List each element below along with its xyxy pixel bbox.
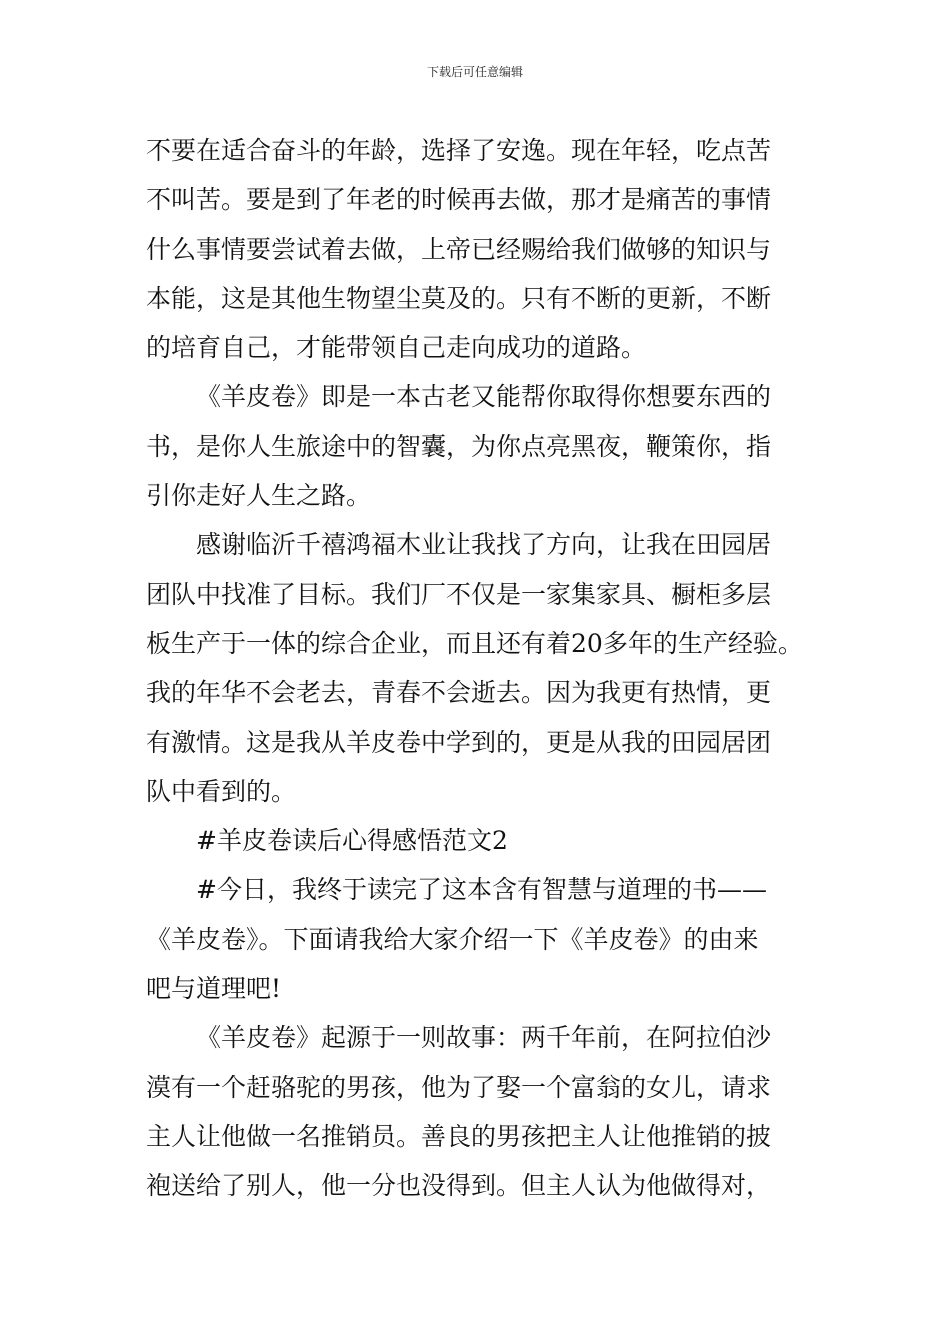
document-line: 漠有一个赶骆驼的男孩，他为了娶一个富翁的女儿，请求 <box>146 1072 772 1102</box>
header-note: 下载后可任意编辑 <box>426 65 523 79</box>
document-line: #羊皮卷读后心得感悟范文2 <box>196 826 508 856</box>
document-line: 的培育自己，才能带领自己走向成功的道路。 <box>146 333 647 363</box>
document-line: 感谢临沂千禧鸿福木业让我找了方向，让我在田园居 <box>196 530 772 560</box>
document-line: 不叫苦。要是到了年老的时候再去做，那才是痛苦的事情 <box>146 185 772 215</box>
document-line: 板生产于一体的综合企业，而且还有着20多年的生产经验。 <box>146 628 803 658</box>
document-line: 吧与道理吧! <box>146 974 282 1004</box>
document-line: 《羊皮卷》起源于一则故事：两千年前，在阿拉伯沙 <box>196 1023 772 1053</box>
document-line: 《羊皮卷》。下面请我给大家介绍一下《羊皮卷》的由来 <box>146 924 759 954</box>
document-line: 主人让他做一名推销员。善良的男孩把主人让他推销的披 <box>146 1121 772 1151</box>
document-line: 本能，这是其他生物望尘莫及的。只有不断的更新，不断 <box>146 283 772 313</box>
document-line: #今日，我终于读完了这本含有智慧与道理的书—— <box>196 875 767 905</box>
document-line: 书，是你人生旅途中的智囊，为你点亮黑夜，鞭策你，指 <box>146 431 772 461</box>
document-line: 袍送给了别人，他一分也没得到。但主人认为他做得对， <box>146 1171 772 1201</box>
document-line: 引你走好人生之路。 <box>146 481 372 511</box>
document-line: 什么事情要尝试着去做，上帝已经赐给我们做够的知识与 <box>146 234 772 264</box>
document-line: 我的年华不会老去，青春不会逝去。因为我更有热情，更 <box>146 678 772 708</box>
document-line: 不要在适合奋斗的年龄，选择了安逸。现在年轻，吃点苦 <box>146 136 772 165</box>
document-line: 团队中找准了目标。我们厂不仅是一家集家具、橱柜多层 <box>146 579 772 609</box>
document-line: 《羊皮卷》即是一本古老又能帮你取得你想要东西的 <box>196 382 772 412</box>
document-body <box>146 126 806 1211</box>
document-line: 有激情。这是我从羊皮卷中学到的，更是从我的田园居团 <box>146 727 772 757</box>
document-line: 队中看到的。 <box>146 776 297 806</box>
